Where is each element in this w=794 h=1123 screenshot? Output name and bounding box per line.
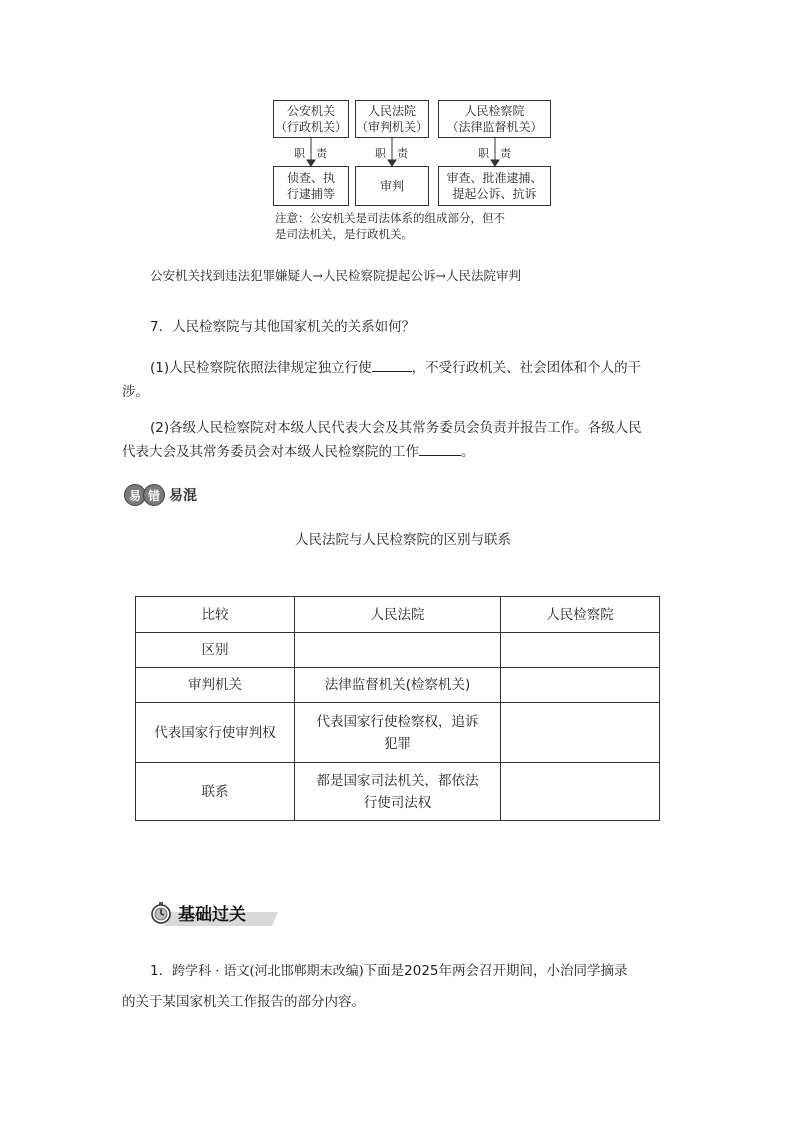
box-peoples-court: 人民法院 （审判机关） <box>355 100 429 138</box>
table-cell: 代表国家行使检察权，追诉犯罪 <box>295 703 501 763</box>
basics-heading <box>148 898 278 928</box>
question-1: 1．跨学科 · 语文(河北邯郸期末改编)下面是2025年两会召开期间，小治同学摘录 的关于某国家机关工作报告的部分内容。 <box>122 963 628 1010</box>
box-prosecute: 审查、批准逮捕、 提起公诉、抗诉 <box>438 166 551 206</box>
flow-step: 人民检察院提起公诉 <box>323 268 436 283</box>
table-header: 人民检察院 <box>501 597 660 633</box>
table-row <box>136 668 660 703</box>
table-cell: 联系 <box>136 763 295 821</box>
box-public-security: 公安机关 （行政机关） <box>273 100 349 138</box>
table-header-row <box>136 597 660 633</box>
table-cell: 区别 <box>136 633 295 668</box>
comparison-table <box>135 596 660 821</box>
badge-label: 易混 <box>169 488 197 504</box>
table-row <box>136 763 660 821</box>
table-cell <box>501 763 660 821</box>
table-row <box>136 633 660 668</box>
confusion-badge <box>124 484 197 506</box>
duty-label: 职 责 <box>478 147 511 160</box>
question-7-title: 7．人民检察院与其他国家机关的关系如何？ <box>150 319 416 335</box>
procedure-flow <box>150 266 521 284</box>
duty-label: 职 责 <box>294 147 327 160</box>
answer-blank[interactable] <box>372 371 412 372</box>
table-header: 人民法院 <box>295 597 501 633</box>
basics-heading-text: 基础过关 <box>178 905 246 925</box>
table-row <box>136 703 660 763</box>
badge-circle: 易 <box>124 484 146 506</box>
table-cell: 法律监督机关(检察机关) <box>295 668 501 703</box>
arrow-right-icon: → <box>435 268 446 283</box>
answer-blank[interactable] <box>419 455 461 456</box>
comparison-title: 人民法院与人民检察院的区别与联系 <box>295 532 511 548</box>
question-7-part2: (2)各级人民检察院对本级人民代表大会及其常务委员会负责并报告工作。各级人民 代表大会及其常务委员会对本级人民检察院的工作 。 <box>122 420 642 460</box>
question-7-part1: (1)人民检察院依照法律规定独立行使 ，不受行政机关、社会团体和个人的干 涉。 <box>122 360 642 400</box>
flow-step: 人民法院审判 <box>446 268 522 283</box>
box-procuratorate: 人民检察院 （法律监督机关） <box>438 100 551 138</box>
badge-circle: 错 <box>143 484 165 506</box>
table-cell <box>501 703 660 763</box>
arrow-right-icon: → <box>312 268 323 283</box>
table-cell: 审判机关 <box>136 668 295 703</box>
table-cell: 都是国家司法机关，都依法行使司法权 <box>295 763 501 821</box>
table-cell <box>501 668 660 703</box>
flow-step: 公安机关找到违法犯罪嫌疑人 <box>150 268 313 283</box>
box-investigate: 侦查、执 行逮捕等 <box>273 166 349 206</box>
table-header: 比较 <box>136 597 295 633</box>
table-cell <box>501 633 660 668</box>
stopwatch-icon <box>150 902 172 924</box>
diagram-note: 注意：公安机关是司法体系的组成部分，但不 是司法机关，是行政机关。 <box>275 211 505 241</box>
table-cell: 代表国家行使审判权 <box>136 703 295 763</box>
duty-label: 职 责 <box>375 147 408 160</box>
box-trial: 审判 <box>355 166 429 206</box>
table-cell <box>295 633 501 668</box>
